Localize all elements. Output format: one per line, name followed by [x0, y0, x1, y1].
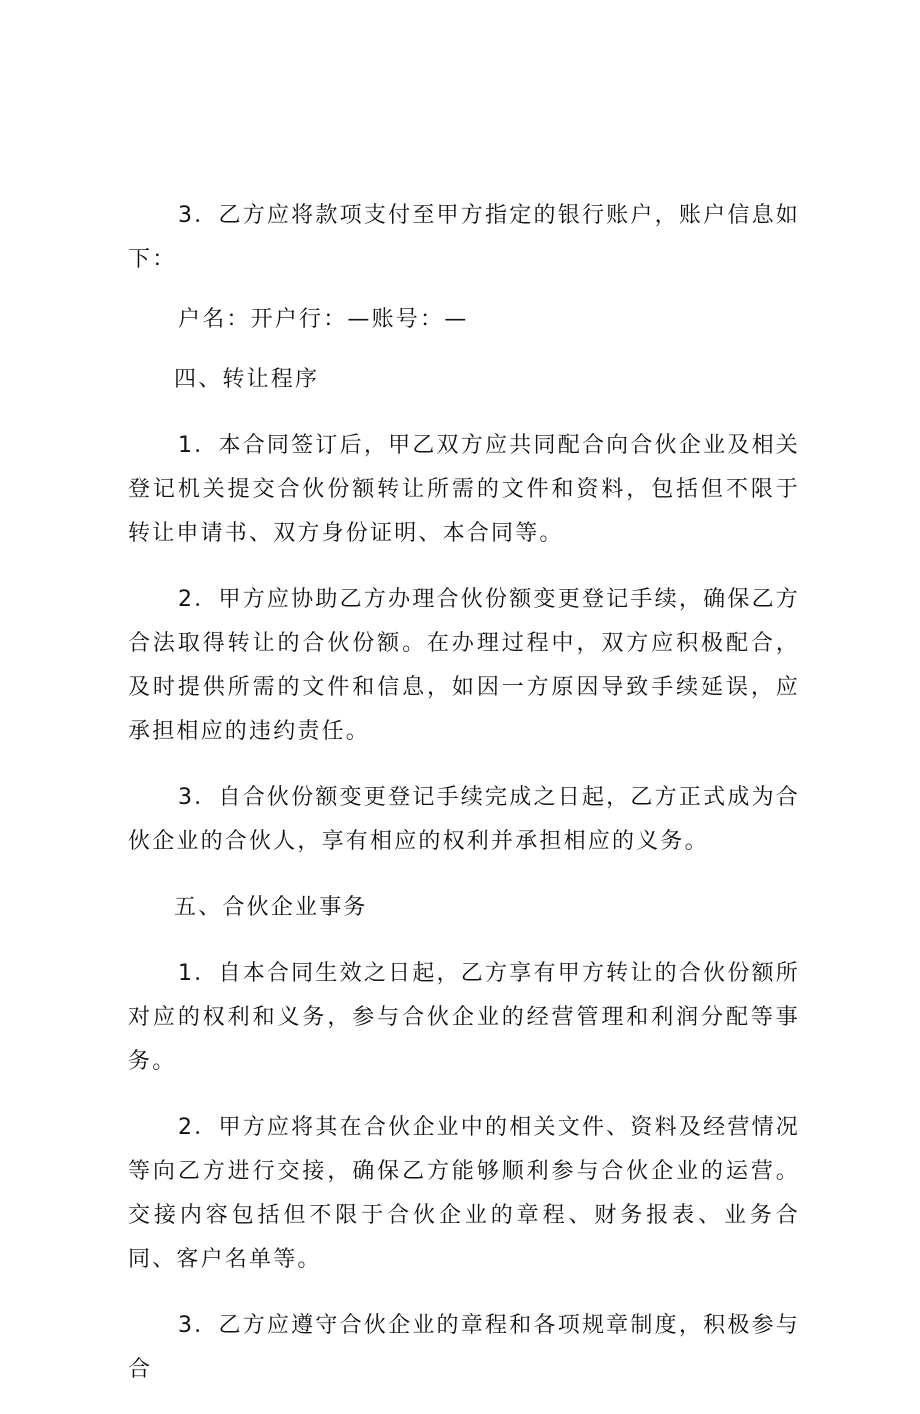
section-heading-transfer-procedure: 四、转让程序	[174, 367, 320, 392]
section-heading-partnership-affairs: 五、合伙企业事务	[174, 895, 368, 920]
clause-affairs-2: 2．甲方应将其在合伙企业中的相关文件、资料及经营情况等向乙方进行交接，确保乙方能够顺利参与合伙企业的运营。交接内容包括但不限于合伙企业的章程、财务报表、业务合同、客户名单等。	[128, 1115, 800, 1272]
clause-4-3-bank-account: 3．乙方应将款项支付至甲方指定的银行账户，账户信息如下：	[128, 203, 800, 272]
clause-transfer-1: 1．本合同签订后，甲乙双方应共同配合向合伙企业及相关登记机关提交合伙份额转让所需的文件和资料，包括但不限于转让申请书、双方身份证明、本合同等。	[128, 433, 800, 546]
clause-affairs-1: 1．自本合同生效之日起，乙方享有甲方转让的合伙份额所对应的权利和义务，参与合伙企业的经营管理和利润分配等事务。	[128, 961, 800, 1074]
clause-transfer-3: 3．自合伙份额变更登记手续完成之日起，乙方正式成为合伙企业的合伙人，享有相应的权利并承担相应的义务。	[128, 785, 800, 854]
document-body	[128, 194, 800, 1414]
clause-transfer-2: 2．甲方应协助乙方办理合伙份额变更登记手续，确保乙方合法取得转让的合伙份额。在办理过程中，双方应积极配合，及时提供所需的文件和信息，如因一方原因导致手续延误，应承担相应的违约责任。	[128, 587, 800, 744]
account-info-line: 户名：开户行：—账号：—	[178, 307, 469, 332]
clause-affairs-3: 3．乙方应遵守合伙企业的章程和各项规章制度，积极参与合	[128, 1313, 800, 1382]
